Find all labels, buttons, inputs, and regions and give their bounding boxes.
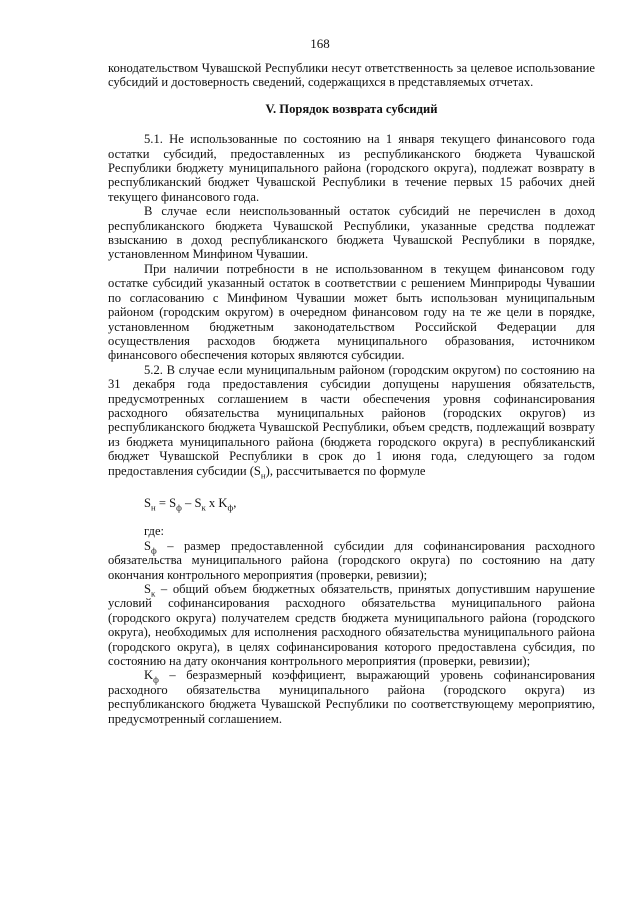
definition-kf [108, 668, 595, 726]
formula-sub-f: ф [176, 502, 182, 513]
paragraph-5-2-tail: ), рассчитывается по формуле [265, 463, 426, 478]
definition-sk-symbol: S [144, 582, 152, 596]
formula-eq: = S [155, 495, 177, 510]
definition-kf-sub: ф [153, 674, 159, 685]
where-label: где: [144, 524, 165, 539]
formula-sub-n: н [151, 502, 156, 513]
definition-sk-sub: к [151, 588, 156, 599]
formula-sub-f2: ф [227, 502, 234, 513]
definition-sf-text: – размер предоставленной субсидии для софинансирования расходного обязательства муниципального района (городского округа) по состоянию на дату окончания контрольного мероприятия (проверки, ревизии); [108, 538, 595, 582]
definition-sk-text: – общий объем бюджетных обязательств, принятых допустившим нарушение условий софинансирования расходного обязательства муниципального района (городского округа) получателем средств бюджета муниципального района (городского округа), необходимых для исполнения расходного обязательства муниципального района (городского округа), в целях софинансирования которого предоставлена субсидия, по состоянию на дату окончания контрольного мероприятия (проверки, ревизии); [108, 582, 595, 669]
formula-times: x K [205, 495, 228, 510]
definition-sf-symbol: S [144, 538, 152, 553]
formula-minus: – S [181, 495, 202, 510]
document-body [108, 61, 595, 726]
definition-sf [108, 539, 595, 582]
paragraph-need: При наличии потребности в не использованном в текущем финансовом году остатке субсидий указанный остаток в соответствии с решением Минприроды Чувашии по согласованию с Минфином Чувашии может быть использован муниципальным районом (городским округом) в очередном финансовом году на те же цели в порядке, установленном бюджетным законодательством Российской Федерации для осуществления расходов бюджета муниципального образования, источником финансового обеспечения которых являются субсидии. [108, 261, 595, 363]
page-number: 168 [310, 36, 330, 51]
formula-s: S [144, 495, 152, 510]
paragraph-5-2 [108, 362, 595, 481]
definition-kf-symbol: K [144, 668, 154, 683]
intro-paragraph: конодательством Чувашской Республики несут ответственность за целевое использование субсидий и достоверность сведений, содержащихся в представляемых отчетах. [108, 61, 595, 90]
paragraph-5-1: 5.1. Не использованные по состоянию на 1 января текущего финансового года остатки субсидий, предоставленных из республиканского бюджета Чувашской Республики бюджету муниципального района (городского округа), подлежат возврату в республиканский бюджет Чувашской Республики в течение первых 15 рабочих дней текущего финансового года. [108, 132, 595, 204]
formula-end: , [233, 495, 237, 510]
section-heading: V. Порядок возврата субсидий [265, 101, 438, 116]
formula [108, 495, 595, 513]
subscript-n: н [260, 470, 266, 481]
paragraph-5-2-text: 5.2. В случае если муниципальным районом (городским округом) по состоянию на 31 декабря года предоставления субсидии допущены нарушения обязательств, предусмотренных соглашением в части обеспечения уровня софинансирования расходного обязательства муниципальных районов (городских округов) из республиканского бюджета Чувашской Республики, объем средств, подлежащий возврату из бюджета муниципального района (бюджета городского округа) в республиканский бюджет Чувашской Республики в срок до 1 июня года, следующего за годом предоставления субсидии (S [108, 362, 595, 478]
definition-sf-sub: ф [151, 545, 157, 556]
definition-sk [108, 582, 595, 668]
paragraph-unlisted-balance: В случае если неиспользованный остаток субсидий не перечислен в доход республиканского бюджета Чувашской Республики, указанные средства подлежат взысканию в доход республиканского бюджета Чувашской Республики в порядке, установленном Минфином Чувашии. [108, 204, 595, 262]
definition-kf-text: – безразмерный коэффициент, выражающий уровень софинансирования расходного обязательства муниципального района (городского округа) из республиканского бюджета Чувашской Республики по соответствующему мероприятию, предусмотренный соглашением. [108, 668, 595, 726]
formula-sub-k: к [201, 502, 206, 513]
